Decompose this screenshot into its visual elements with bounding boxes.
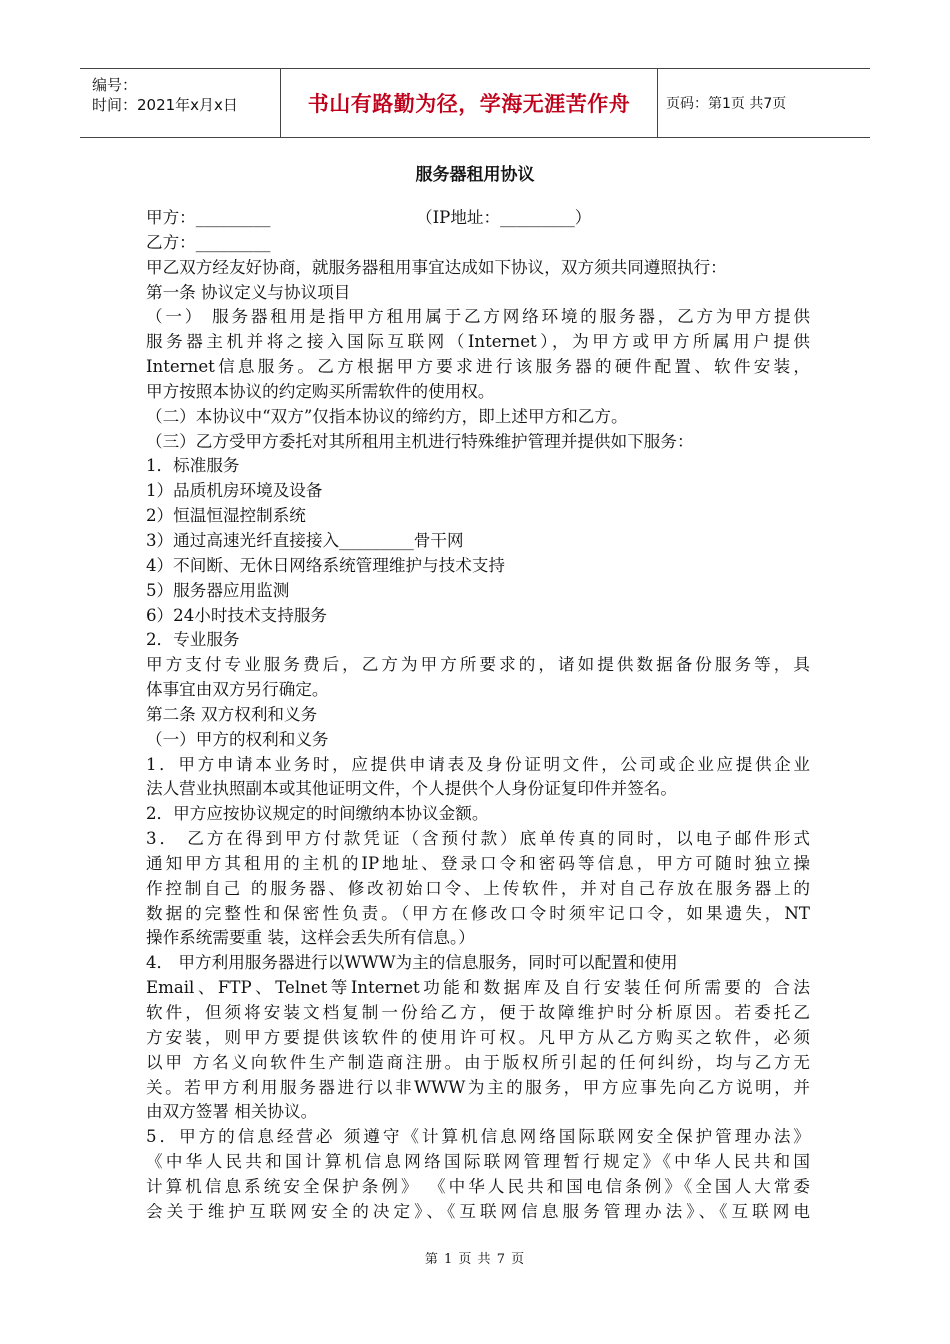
list-heading: 2．专业服务: [146, 630, 240, 650]
paragraph-line: 5．甲方的信息经营必 须遵守《计算机信息网络国际联网安全保护管理办法》: [146, 1127, 810, 1147]
section-heading: （一）甲方的权利和义务: [146, 729, 329, 749]
header-meta: [80, 69, 280, 137]
header-motto: 书山有路勤为径，学海无涯苦作舟: [307, 92, 631, 116]
paragraph-line: 1．甲方申请本业务时，应提供申请表及身份证明文件，公司或企业应提供企业: [146, 754, 810, 774]
paragraph-line: 软件，但须将安装文档复制一份给乙方，便于故障维护时分析原因。若委托乙: [146, 1003, 810, 1022]
paragraph-line: 计算机信息系统安全保护条例》 《中华人民共和国电信条例》《全国人大常委: [146, 1176, 810, 1196]
header-motto-cell: [280, 69, 658, 137]
paragraph-line: 通知甲方其租用的主机的IP地址、登录口令和密码等信息，甲方可随时独立操: [146, 853, 810, 873]
paragraph-line: 以甲 方名义向软件生产制造商注册。由于版权所引起的任何纠纷，均与乙方无: [146, 1052, 810, 1072]
paragraph-line: 由双方签署 相关协议。: [146, 1102, 318, 1122]
paragraph-line: Email、FTP、Telnet等Internet功能和数据库及自行安装任何所需要的 合法: [146, 978, 810, 998]
paragraph-line: （三）乙方受甲方委托对其所租用主机进行特殊维护管理并提供如下服务：: [146, 431, 694, 451]
party-a-field: 甲方：_________: [146, 208, 271, 227]
paragraph-line: 作控制自己 的服务器、修改初始口令、上传软件，并对自己存放在服务器上的: [146, 878, 810, 898]
document-date: 时间：2021年x月x日: [92, 96, 238, 114]
paragraph-line: （一） 服务器租用是指甲方租用属于乙方网络环境的服务器，乙方为甲方提供: [146, 307, 810, 327]
paragraph-line: 《中华人民共和国计算机信息网络国际联网管理暂行规定》《中华人民共和国: [146, 1152, 810, 1172]
ip-address-field: （IP地址：_________）: [416, 208, 592, 227]
paragraph-line: 甲方按照本协议的约定购买所需软件的使用权。: [146, 381, 495, 401]
document-number-label: 编号：: [92, 76, 138, 94]
page-header: [80, 68, 870, 138]
list-item: 1）品质机房环境及设备: [146, 481, 323, 501]
list-item: 4）不间断、无休日网络系统管理维护与技术支持: [146, 555, 506, 575]
header-page-info: 页码：第1页 共7页: [666, 96, 787, 112]
article-heading: 第二条 双方权利和义务: [146, 704, 318, 724]
document-body: [146, 206, 810, 1225]
document-title: 服务器租用协议: [415, 165, 535, 185]
party-a-line: [146, 206, 810, 231]
paragraph-line: （二）本协议中“双方”仅指本协议的缔约方，即上述甲方和乙方。: [146, 406, 628, 426]
paragraph-line: 操作系统需要重 装，这样会丢失所有信息。）: [146, 928, 475, 948]
list-item: 6）24小时技术支持服务: [146, 605, 328, 625]
list-item: 5）服务器应用监测: [146, 580, 290, 600]
list-heading: 1．标准服务: [146, 456, 240, 476]
header-page-cell: [658, 69, 870, 137]
party-b-line: 乙方：_________: [146, 232, 271, 252]
paragraph-line: 数据的完整性和保密性负责。（甲方在修改口令时须牢记口令，如果遗失，NT: [146, 903, 810, 923]
paragraph-line: 方安装，则甲方要提供该软件的使用许可权。凡甲方从乙方购买之软件，必须: [146, 1027, 810, 1047]
page-footer: 第 1 页 共 7 页: [424, 1252, 526, 1267]
paragraph-line: 服务器主机并将之接入国际互联网（Internet），为甲方或甲方所属用户提供: [146, 332, 810, 352]
paragraph-line: 甲方支付专业服务费后，乙方为甲方所要求的，诸如提供数据备份服务等，具: [146, 655, 810, 675]
list-item: 3）通过高速光纤直接接入_________骨干网: [146, 530, 464, 550]
paragraph-line: 4． 甲方利用服务器进行以WWW为主的信息服务，同时可以配置和使用: [146, 953, 678, 973]
paragraph-line: Internet信息服务。乙方根据甲方要求进行该服务器的硬件配置、软件安装，: [146, 357, 810, 377]
paragraph-line: 2．甲方应按协议规定的时间缴纳本协议金额。: [146, 804, 489, 824]
paragraph-line: 3． 乙方在得到甲方付款凭证（含预付款）底单传真的同时，以电子邮件形式: [146, 829, 810, 849]
list-item: 2）恒温恒湿控制系统: [146, 506, 306, 526]
paragraph-line: 关。若甲方利用服务器进行以非WWW为主的服务，甲方应事先向乙方说明，并: [146, 1077, 810, 1097]
paragraph-line: 体事宜由双方另行确定。: [146, 680, 329, 700]
article-heading: 第一条 协议定义与协议项目: [146, 282, 351, 302]
paragraph-line: 法人营业执照副本或其他证明文件，个人提供个人身份证复印件并签名。: [146, 779, 677, 799]
paragraph-line: 会关于维护互联网安全的决定》、《互联网信息服务管理办法》、《互联网电: [146, 1201, 810, 1221]
paragraph-line: 甲乙双方经友好协商，就服务器租用事宜达成如下协议，双方须共同遵照执行：: [146, 257, 727, 277]
